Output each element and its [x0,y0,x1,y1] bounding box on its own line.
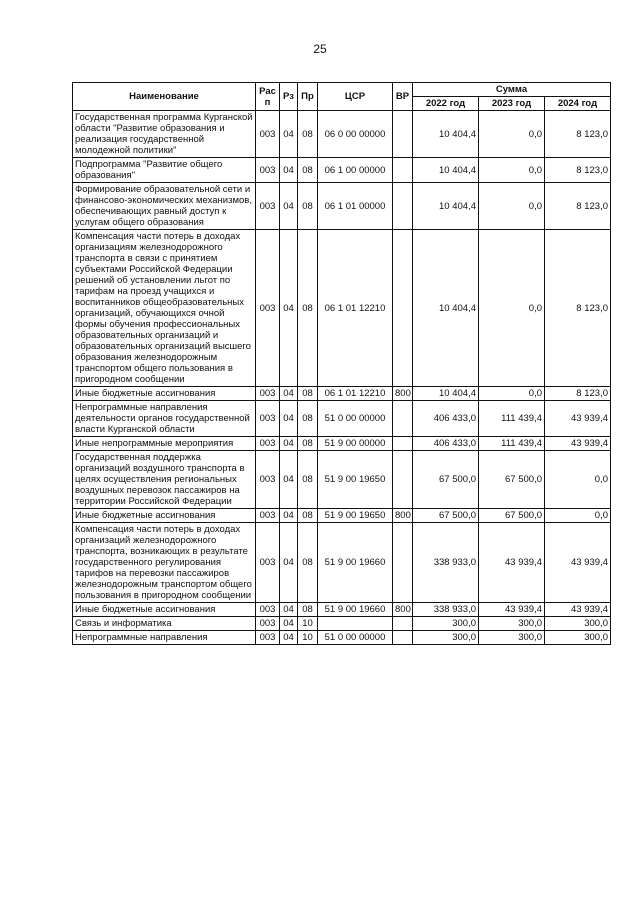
table-row [73,523,611,603]
cell-rz: 04 [280,509,298,523]
cell-2023: 43 939,4 [479,603,545,617]
cell-2024: 8 123,0 [545,111,611,158]
cell-name: Государственная программа Курганской области "Развитие образования и реализация государственной молодежной политики" [73,111,256,158]
cell-rz: 04 [280,230,298,387]
header-rz: Рз [280,83,298,111]
cell-csr [318,617,393,631]
table-row [73,451,611,509]
cell-name: Непрограммные направления деятельности органов государственной власти Курганской области [73,401,256,437]
cell-pr: 08 [298,437,318,451]
cell-name: Государственная поддержка организаций воздушного транспорта в целях осуществления региональных воздушных перевозок пассажиров на территории Российской Федерации [73,451,256,509]
cell-vr [393,523,413,603]
cell-csr: 51 9 00 19650 [318,451,393,509]
cell-vr: 800 [393,387,413,401]
cell-pr: 08 [298,230,318,387]
cell-name: Компенсация части потерь в доходах организациям железнодорожного транспорта в связи с принятием субъектами Российской Федерации решений об установлении льгот по тарифам на проезд учащихся и воспитанников общеобразовательных организаций, обучающихся очной формы обучения профессиональных образовательных организаций и образовательных организаций высшего образования железнодорожным транспортом общего пользования в пригородном сообщении [73,230,256,387]
cell-2022: 338 933,0 [413,523,479,603]
cell-name: Подпрограмма "Развитие общего образования" [73,158,256,183]
cell-2024: 43 939,4 [545,603,611,617]
cell-2022: 67 500,0 [413,509,479,523]
table-row [73,183,611,230]
cell-csr: 51 0 00 00000 [318,631,393,645]
cell-2022: 67 500,0 [413,451,479,509]
table-row [73,158,611,183]
cell-rz: 04 [280,111,298,158]
cell-2022: 10 404,4 [413,111,479,158]
cell-pr: 08 [298,509,318,523]
cell-name: Связь и информатика [73,617,256,631]
table-row [73,230,611,387]
cell-rz: 04 [280,183,298,230]
cell-2022: 10 404,4 [413,158,479,183]
table-row [73,437,611,451]
cell-2023: 0,0 [479,230,545,387]
cell-vr [393,617,413,631]
table-body [73,111,611,645]
cell-2022: 10 404,4 [413,387,479,401]
header-year-2023: 2023 год [479,97,545,111]
cell-rasp: 003 [256,631,280,645]
cell-vr [393,183,413,230]
cell-2022: 406 433,0 [413,401,479,437]
header-rasp: Рас п [256,83,280,111]
cell-rz: 04 [280,158,298,183]
cell-rasp: 003 [256,603,280,617]
cell-2022: 300,0 [413,617,479,631]
header-sum: Сумма [413,83,611,97]
cell-csr: 06 1 01 12210 [318,230,393,387]
cell-2022: 406 433,0 [413,437,479,451]
cell-rz: 04 [280,617,298,631]
cell-2022: 10 404,4 [413,230,479,387]
cell-rasp: 003 [256,509,280,523]
cell-2024: 43 939,4 [545,523,611,603]
table-row [73,387,611,401]
cell-rasp: 003 [256,437,280,451]
cell-2023: 43 939,4 [479,523,545,603]
table-row [73,603,611,617]
cell-csr: 51 9 00 19650 [318,509,393,523]
budget-table [72,82,611,645]
cell-rasp: 003 [256,230,280,387]
cell-2024: 8 123,0 [545,183,611,230]
cell-2022: 10 404,4 [413,183,479,230]
cell-2024: 8 123,0 [545,230,611,387]
cell-rasp: 003 [256,523,280,603]
cell-2023: 0,0 [479,158,545,183]
cell-pr: 08 [298,451,318,509]
cell-2024: 300,0 [545,617,611,631]
cell-rasp: 003 [256,158,280,183]
cell-2023: 111 439,4 [479,437,545,451]
cell-rasp: 003 [256,387,280,401]
cell-2022: 338 933,0 [413,603,479,617]
cell-name: Иные бюджетные ассигнования [73,387,256,401]
cell-name: Иные бюджетные ассигнования [73,603,256,617]
cell-name: Компенсация части потерь в доходах организаций железнодорожного транспорта, возникающих в результате государственного регулирования тарифов на перевозки пассажиров железнодорожным транспортом общего пользования в пригородном сообщении [73,523,256,603]
cell-2023: 67 500,0 [479,509,545,523]
cell-2023: 0,0 [479,111,545,158]
cell-pr: 08 [298,603,318,617]
cell-2023: 0,0 [479,387,545,401]
cell-rz: 04 [280,401,298,437]
cell-2023: 300,0 [479,631,545,645]
cell-rz: 04 [280,631,298,645]
cell-2024: 8 123,0 [545,158,611,183]
cell-pr: 10 [298,631,318,645]
cell-csr: 51 9 00 19660 [318,603,393,617]
cell-2022: 300,0 [413,631,479,645]
cell-2024: 43 939,4 [545,401,611,437]
cell-csr: 06 0 00 00000 [318,111,393,158]
cell-name: Формирование образовательной сети и финансово-экономических механизмов, обеспечивающих равный доступ к услугам общего образования [73,183,256,230]
cell-csr: 06 1 01 12210 [318,387,393,401]
cell-2024: 300,0 [545,631,611,645]
cell-rasp: 003 [256,111,280,158]
table-row [73,631,611,645]
header-pr: Пр [298,83,318,111]
cell-csr: 51 9 00 00000 [318,437,393,451]
cell-name: Иные непрограммные мероприятия [73,437,256,451]
table-row [73,111,611,158]
cell-2024: 43 939,4 [545,437,611,451]
cell-csr: 51 0 00 00000 [318,401,393,437]
cell-rasp: 003 [256,401,280,437]
cell-rz: 04 [280,451,298,509]
cell-2023: 0,0 [479,183,545,230]
header-vr: ВР [393,83,413,111]
cell-2023: 300,0 [479,617,545,631]
table-header [73,83,611,111]
cell-vr [393,111,413,158]
page-number: 25 [313,42,327,56]
cell-csr: 51 9 00 19660 [318,523,393,603]
header-csr: ЦСР [318,83,393,111]
header-name: Наименование [73,83,256,111]
cell-csr: 06 1 00 00000 [318,158,393,183]
cell-vr: 800 [393,603,413,617]
cell-csr: 06 1 01 00000 [318,183,393,230]
cell-rz: 04 [280,387,298,401]
cell-pr: 08 [298,111,318,158]
cell-vr [393,401,413,437]
cell-rasp: 003 [256,617,280,631]
header-year-2024: 2024 год [545,97,611,111]
cell-2023: 67 500,0 [479,451,545,509]
cell-vr [393,451,413,509]
table-row [73,509,611,523]
cell-rz: 04 [280,523,298,603]
cell-2024: 0,0 [545,509,611,523]
cell-name: Иные бюджетные ассигнования [73,509,256,523]
cell-pr: 10 [298,617,318,631]
cell-pr: 08 [298,401,318,437]
cell-2024: 0,0 [545,451,611,509]
cell-vr [393,230,413,387]
cell-pr: 08 [298,183,318,230]
cell-rz: 04 [280,437,298,451]
header-year-2022: 2022 год [413,97,479,111]
cell-vr: 800 [393,509,413,523]
cell-pr: 08 [298,523,318,603]
cell-2023: 111 439,4 [479,401,545,437]
cell-vr [393,631,413,645]
table-row [73,401,611,437]
cell-rz: 04 [280,603,298,617]
table-row [73,617,611,631]
cell-pr: 08 [298,387,318,401]
cell-rasp: 003 [256,183,280,230]
cell-vr [393,158,413,183]
cell-pr: 08 [298,158,318,183]
cell-vr [393,437,413,451]
cell-2024: 8 123,0 [545,387,611,401]
cell-rasp: 003 [256,451,280,509]
cell-name: Непрограммные направления [73,631,256,645]
